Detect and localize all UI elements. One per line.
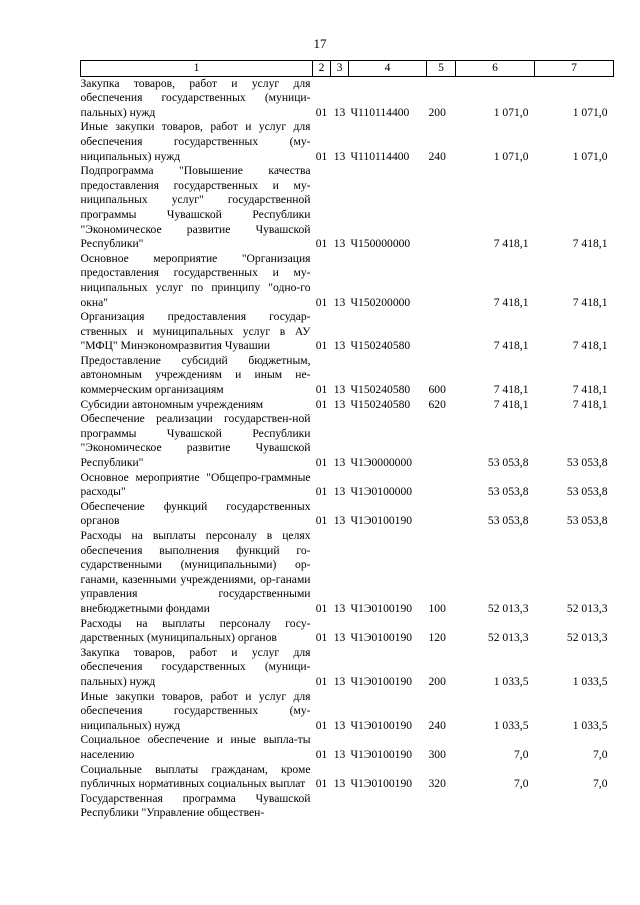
subsection-code: 13 [333,237,346,251]
header-cell-5: 5 [427,61,456,77]
table-body [81,76,614,821]
subsection-code: 13 [333,397,346,411]
expense-type-code: 120 [428,631,446,645]
subsection-code: 13 [333,456,346,470]
header-cell-2: 2 [313,61,331,77]
amount-col-7: 1 071,0 [572,105,608,119]
table-row [81,310,614,354]
row-name: Иные закупки товаров, работ и услуг для обеспечения государственных (му-ниципальных) нужд [80,120,311,163]
row-name: Социальные выплаты гражданам, кроме публичных нормативных социальных выплат [80,762,311,791]
section-code: 01 [315,383,328,397]
target-article-code: Ч1Э0100190 [350,631,413,645]
amount-col-6: 53 053,8 [487,514,529,528]
subsection-code: 13 [333,718,346,732]
row-name: Иные закупки товаров, работ и услуг для обеспечения государственных (му-ниципальных) нужд [80,689,311,732]
section-code: 01 [315,105,328,119]
subsection-code: 13 [333,631,346,645]
table-row [81,412,614,470]
expense-type-code: 320 [428,777,446,791]
amount-col-7: 7 418,1 [572,397,608,411]
table-row [81,763,614,792]
table-row [81,646,614,690]
subsection-code: 13 [333,339,346,353]
amount-col-6 [456,792,535,821]
table-row [81,354,614,398]
amount-col-6: 7 418,1 [493,339,529,353]
amount-col-7 [535,792,614,821]
amount-col-7: 7 418,1 [572,237,608,251]
section-code: 01 [315,718,328,732]
subsection-code: 13 [333,514,346,528]
amount-col-6: 53 053,8 [487,456,529,470]
subsection-code: 13 [333,383,346,397]
expense-type-code [427,164,456,252]
header-cell-7: 7 [535,61,614,77]
section-code: 01 [315,631,328,645]
section-code: 01 [315,485,328,499]
section-code: 01 [315,601,328,615]
amount-col-6: 53 053,8 [487,485,529,499]
table-row [81,617,614,646]
table-row [81,529,614,617]
amount-col-6: 7 418,1 [493,237,529,251]
subsection-code: 13 [333,601,346,615]
table-row [81,252,614,310]
target-article-code: Ч110114400 [350,149,410,163]
section-code: 01 [315,295,328,309]
target-article-code: Ч150240580 [350,397,411,411]
target-article-code: Ч1Э0100190 [350,514,413,528]
amount-col-6: 7,0 [514,777,529,791]
amount-col-6: 1 033,5 [493,674,529,688]
subsection-code: 13 [333,485,346,499]
section-code: 01 [315,674,328,688]
target-article-code: Ч150200000 [350,295,411,309]
row-name: Социальное обеспечение и иные выпла-ты населению [80,733,311,761]
section-code: 01 [315,149,328,163]
row-name: Расходы на выплаты персоналу в целях обеспечения выполнения функций го-сударственными (муниципальными) ор-ганами, казенными учреждениями, ор-ганами управления государственными внебюджетными фондами [80,529,311,615]
row-name: Закупка товаров, работ и услуг для обеспечения государственных (муници-пальных) нужд [80,76,311,119]
row-name: Подпрограмма "Повышение качества предоставления государственных и му-ниципальных услуг" государственной программы Чувашской Республики "Экономическое развитие Чувашской Республики" [80,164,311,251]
amount-col-7: 1 033,5 [572,718,608,732]
expense-type-code: 600 [428,383,446,397]
expense-type-code: 200 [428,674,446,688]
table-row [81,471,614,500]
section-code: 01 [315,456,328,470]
amount-col-6: 1 071,0 [493,149,529,163]
amount-col-6: 7 418,1 [493,383,529,397]
section-code: 01 [315,397,328,411]
header-cell-3: 3 [331,61,349,77]
target-article-code: Ч1Э0000000 [350,456,413,470]
section-code: 01 [315,777,328,791]
page-number: 17 [313,36,327,51]
amount-col-6: 1 071,0 [493,105,529,119]
header-cell-6: 6 [456,61,535,77]
row-name: Предоставление субсидий бюджетным, автономным учреждениям и иным не-коммерческим организациям [80,353,311,397]
section-code: 01 [315,747,328,761]
subsection-code: 13 [333,295,346,309]
row-name: Организация предоставления государ-ственных и муниципальных услуг в АУ "МФЦ" Минэкономразвития Чувашии [80,310,311,353]
amount-col-7: 53 053,8 [566,456,608,470]
amount-col-7: 52 013,3 [566,601,608,615]
row-name: Закупка товаров, работ и услуг для обеспечения государственных (муници-пальных) нужд [80,645,311,688]
target-article-code: Ч1Э0100190 [350,674,413,688]
expense-type-code: 300 [428,747,446,761]
subsection-code: 13 [333,747,346,761]
expense-type-code: 240 [428,718,446,732]
amount-col-6: 7 418,1 [493,397,529,411]
table-row [81,792,614,821]
budget-table [80,60,614,821]
subsection-code: 13 [333,105,346,119]
expense-type-code [427,500,456,529]
amount-col-7: 7 418,1 [572,295,608,309]
expense-type-code: 240 [428,149,446,163]
target-article-code: Ч150240580 [350,383,411,397]
amount-col-7: 1 033,5 [572,674,608,688]
target-article-code: Ч150240580 [350,339,411,353]
amount-col-6: 52 013,3 [487,631,529,645]
table-row [81,500,614,529]
header-cell-4: 4 [349,61,427,77]
row-name: Расходы на выплаты персоналу госу-дарственных (муниципальных) органов [80,616,311,645]
table-row [81,164,614,252]
section-code: 01 [315,339,328,353]
expense-type-code: 620 [428,397,446,411]
target-article-code: Ч1Э0100000 [350,485,413,499]
row-name: Обеспечение реализации государствен-ной программы Чувашской Республики "Экономическое развитие Чувашской Республики" [80,412,311,470]
table-row [81,398,614,413]
row-name: Основное мероприятие "Общепро-граммные расходы" [80,470,311,499]
target-article-code: Ч110114400 [350,105,410,119]
expense-type-code [427,792,456,821]
subsection-code: 13 [333,777,346,791]
table-row [81,733,614,762]
expense-type-code [427,412,456,470]
header-cell-1: 1 [81,61,313,77]
amount-col-7: 7 418,1 [572,339,608,353]
row-name: Обеспечение функций государственных органов [80,499,311,528]
row-name: Государственная программа Чувашской Республики "Управление обществен- [80,791,311,820]
amount-col-6: 52 013,3 [487,601,529,615]
table-row [81,690,614,734]
section-code [313,792,331,821]
amount-col-7: 1 071,0 [572,149,608,163]
expense-type-code [427,252,456,310]
target-article-code [349,792,427,821]
table-row [81,120,614,164]
row-name: Основное мероприятие "Организация предоставления государственных и му-ниципальных услуг по принципу "одно-го окна" [80,251,311,309]
subsection-code [331,792,349,821]
amount-col-6: 7,0 [514,747,529,761]
section-code: 01 [315,514,328,528]
target-article-code: Ч1Э0100190 [350,777,413,791]
target-article-code: Ч1Э0100190 [350,601,413,615]
amount-col-6: 1 033,5 [493,718,529,732]
amount-col-7: 7 418,1 [572,383,608,397]
section-code: 01 [315,237,328,251]
target-article-code: Ч1Э0100190 [350,747,413,761]
subsection-code: 13 [333,149,346,163]
expense-type-code: 200 [428,105,446,119]
row-name: Субсидии автономным учреждениям [80,397,264,411]
header-row [81,61,614,77]
target-article-code: Ч150000000 [350,237,411,251]
table-row [81,76,614,120]
amount-col-6: 7 418,1 [493,295,529,309]
subsection-code: 13 [333,674,346,688]
target-article-code: Ч1Э0100190 [350,718,413,732]
amount-col-7: 53 053,8 [566,514,608,528]
amount-col-7: 53 053,8 [566,485,608,499]
expense-type-code [427,471,456,500]
amount-col-7: 7,0 [593,747,608,761]
amount-col-7: 52 013,3 [566,631,608,645]
expense-type-code: 100 [428,601,446,615]
expense-type-code [427,310,456,354]
amount-col-7: 7,0 [593,777,608,791]
